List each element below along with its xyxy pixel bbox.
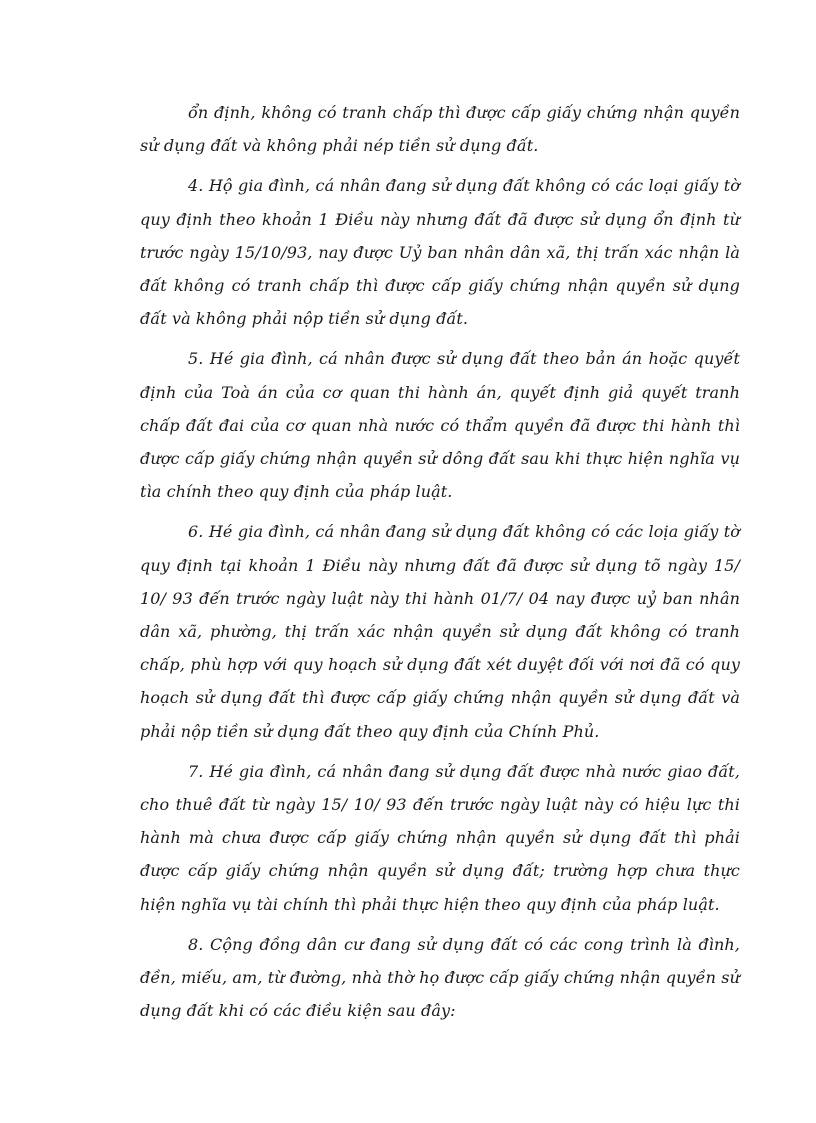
paragraph-item-7: 7. Hé gia đình, cá nhân đang sử dụng đất được nhà nước giao đất, cho thuê đất từ ngày 15/ 10/ 93 đến trước ngày luật này có hiệu lực thi hành mà chưa được cấp giấy chứng nhận quyền sử dụng đất thì phải được cấp giấy chứng nhận quyền sử dụng đất; trường hợp chưa thực hiện nghĩa vụ tài chính thì phải thực hiện theo quy định của pháp luật. [140, 761, 740, 914]
document-body [140, 96, 740, 1034]
paragraph-item-6: 6. Hé gia đình, cá nhân đang sử dụng đất không có các loịa giấy tờ quy định tại khoản 1 Điều này nhưng đất đã được sử dụng tõ ngày 15/ 10/ 93 đến trước ngày luật này thi hành 01/7/ 04 nay được uỷ ban nhân dân xã, phường, thị trấn xác nhận quyền sử dụng đất không có tranh chấp, phù hợp với quy hoạch sử dụng đất xét duyệt đối với nơi đã có quy hoạch sử dụng đất thì được cấp giấy chứng nhận quyền sử dụng đất và phải nộp tiền sử dụng đất theo quy định của Chính Phủ. [140, 522, 740, 741]
paragraph-item-8: 8. Cộng đồng dân cư đang sử dụng đất có các cong trình là đình, đền, miếu, am, từ đường, nhà thờ họ được cấp giấy chứng nhận quyền sử dụng đất khi có các điều kiện sau đây: [140, 934, 740, 1021]
paragraph-item-5: 5. Hé gia đình, cá nhân được sử dụng đất theo bản án hoặc quyết định của Toà án của cơ quan thi hành án, quyết định giả quyết tranh chấp đất đai của cơ quan nhà nước có thẩm quyền đã được thi hành thì được cấp giấy chứng nhận quyền sử dông đất sau khi thực hiện nghĩa vụ tìa chính theo quy định của pháp luật. [140, 349, 740, 502]
paragraph-item-4: 4. Hộ gia đình, cá nhân đang sử dụng đất không có các loại giấy tờ quy định theo khoản 1 Điều này nhưng đất đã được sử dụng ổn định từ trước ngày 15/10/93, nay được Uỷ ban nhân dân xã, thị trấn xác nhận là đất không có tranh chấp thì được cấp giấy chứng nhận quyền sử dụng đất và không phải nộp tiền sử dụng đất. [140, 176, 740, 329]
paragraph-continuation: ổn định, không có tranh chấp thì được cấp giấy chứng nhận quyền sử dụng đất và không phải nép tiền sử dụng đất. [140, 103, 740, 156]
